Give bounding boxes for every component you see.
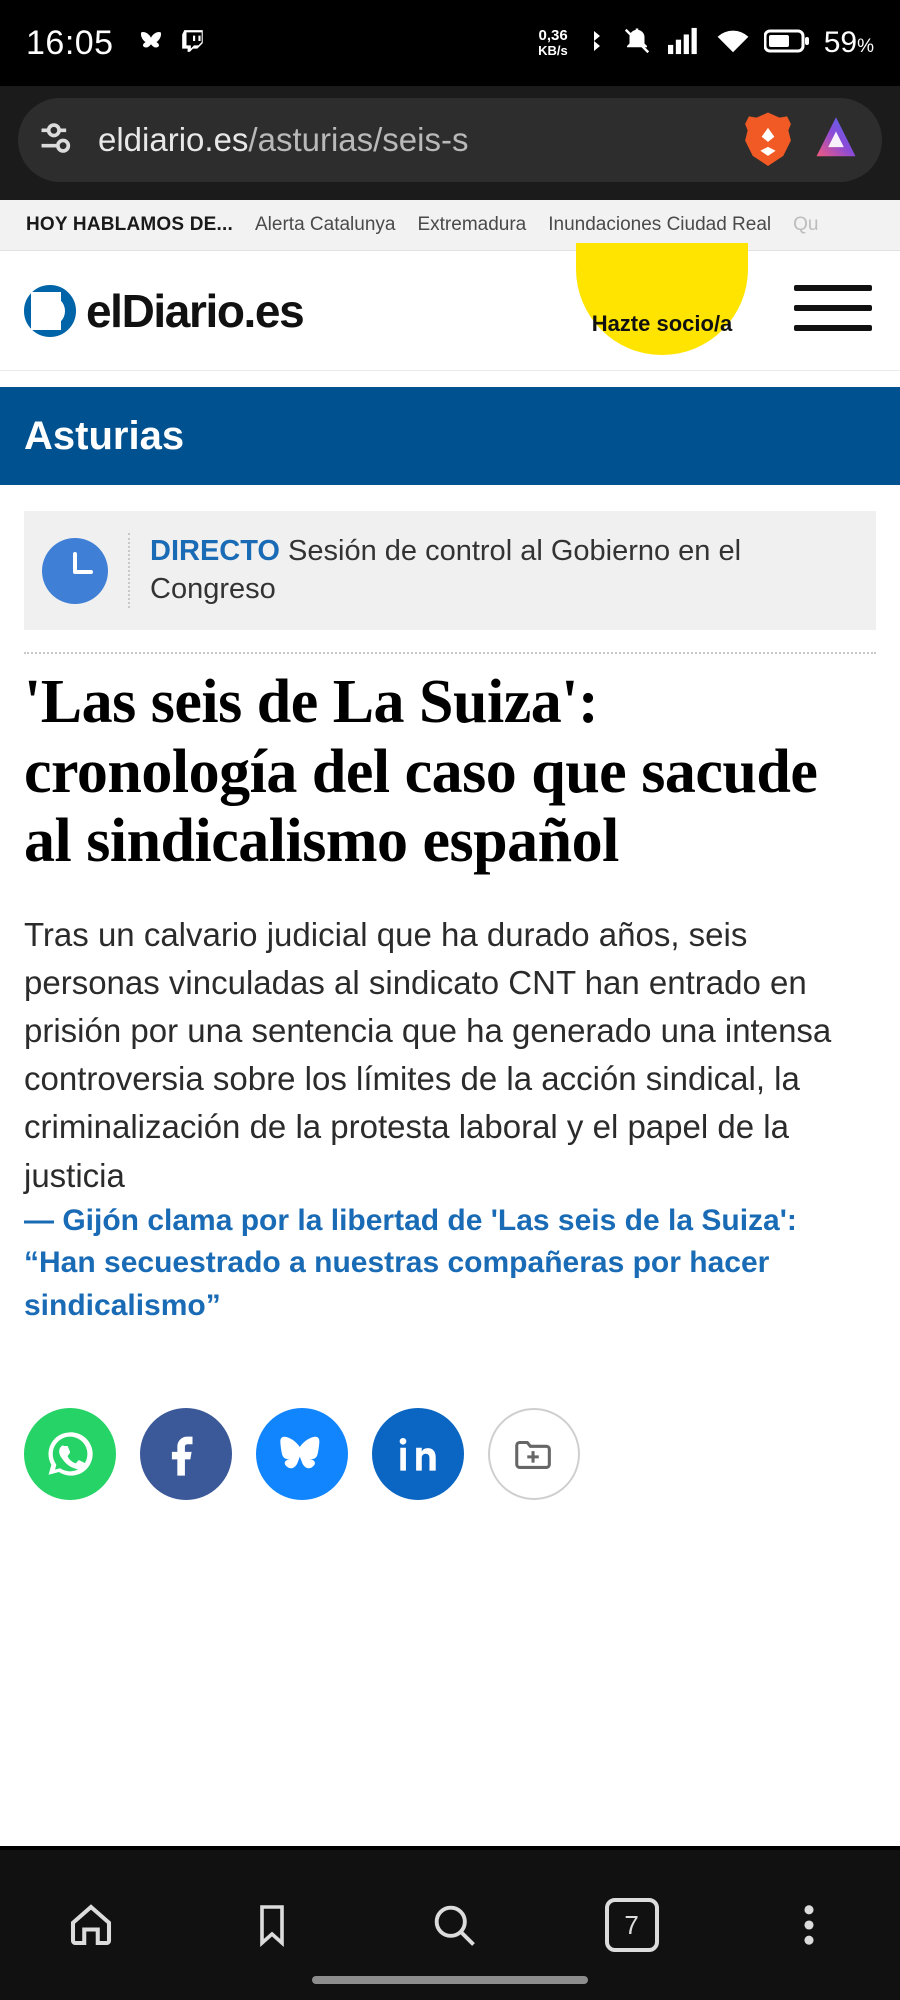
topics-label: HOY HABLAMOS DE... bbox=[26, 214, 233, 235]
live-banner[interactable] bbox=[24, 511, 876, 630]
tune-permissions-icon[interactable] bbox=[40, 121, 80, 160]
bookmark-icon[interactable] bbox=[241, 1894, 303, 1956]
topic-link-3[interactable]: Qu bbox=[793, 214, 819, 235]
whatsapp-share-button[interactable] bbox=[24, 1408, 116, 1500]
home-icon[interactable] bbox=[60, 1894, 122, 1956]
page-title: 'Las seis de La Suiza': cronología del caso que sacude al sindicalismo español bbox=[24, 668, 818, 876]
linkedin-share-button[interactable] bbox=[372, 1408, 464, 1500]
site-logo-text: elDiario.es bbox=[86, 284, 304, 337]
site-logo[interactable] bbox=[24, 284, 303, 338]
topic-link-1[interactable]: Extremadura bbox=[417, 214, 527, 235]
member-cta-label: Hazte socio/a bbox=[591, 311, 733, 336]
url-domain: eldiario.es bbox=[98, 121, 249, 158]
share-row bbox=[24, 1408, 876, 1500]
tab-count-label: 7 bbox=[624, 1909, 639, 1940]
section-bar[interactable] bbox=[0, 387, 900, 485]
live-banner-text bbox=[150, 533, 858, 608]
network-speed-unit: KB/s bbox=[538, 43, 568, 59]
url-text[interactable] bbox=[98, 121, 724, 159]
status-system-icons bbox=[538, 26, 874, 61]
wifi-icon bbox=[716, 27, 750, 60]
article-standfirst: Tras un calvario judicial que ha durado años, seis personas vinculadas al sindicato CNT han entrado en prisión por una sentencia que ha generado una intensa controversia sobre los límites de la acción sindical, la criminalización de la protesta laboral y el papel de la justicia bbox=[24, 915, 832, 1194]
bluesky-share-button[interactable] bbox=[256, 1408, 348, 1500]
divider bbox=[24, 652, 876, 654]
system-home-indicator[interactable] bbox=[312, 1976, 588, 1984]
live-headline: Sesión de control al Gobierno en el Congreso bbox=[150, 535, 742, 605]
section-title: Asturias bbox=[24, 413, 185, 458]
twitch-icon bbox=[180, 28, 206, 59]
status-bar bbox=[0, 0, 900, 86]
mute-vibrate-icon bbox=[620, 26, 654, 61]
network-speed-indicator bbox=[538, 28, 568, 57]
status-clock: 16:05 bbox=[26, 23, 114, 62]
battery-icon bbox=[764, 28, 810, 59]
tab-count-button[interactable] bbox=[605, 1898, 659, 1952]
clock-icon bbox=[42, 538, 108, 604]
topics-strip[interactable] bbox=[0, 200, 900, 251]
save-article-button[interactable] bbox=[488, 1408, 580, 1500]
status-notification-icons bbox=[136, 28, 206, 59]
topic-link-0[interactable]: Alerta Catalunya bbox=[255, 214, 396, 235]
member-cta-button[interactable] bbox=[576, 243, 748, 355]
live-badge: DIRECTO bbox=[150, 535, 280, 567]
related-article-link[interactable]: — Gijón clama por la libertad de 'Las seis de la Suiza': “Han secuestrado a nuestras compañeras por hacer sindicalismo” bbox=[24, 1203, 797, 1322]
address-bar[interactable] bbox=[18, 98, 882, 182]
hamburger-menu-icon[interactable] bbox=[794, 285, 872, 331]
triangle-extension-icon[interactable] bbox=[812, 112, 860, 169]
butterfly-icon bbox=[136, 28, 166, 59]
brave-lion-icon[interactable] bbox=[742, 110, 794, 171]
url-path: /asturias/seis-s bbox=[248, 121, 469, 158]
divider bbox=[128, 533, 130, 608]
bluetooth-icon bbox=[582, 26, 606, 61]
eldiario-logo-mark bbox=[24, 285, 76, 337]
topic-link-2[interactable]: Inundaciones Ciudad Real bbox=[548, 214, 772, 235]
browser-toolbar bbox=[0, 86, 900, 200]
more-vertical-icon[interactable] bbox=[778, 1894, 840, 1956]
page-content bbox=[0, 511, 900, 1500]
battery-percent: 59% bbox=[823, 26, 874, 59]
facebook-share-button[interactable] bbox=[140, 1408, 232, 1500]
network-speed-value: 0,36 bbox=[538, 27, 568, 45]
cellular-signal-icon bbox=[668, 27, 702, 60]
site-masthead bbox=[0, 251, 900, 371]
search-icon[interactable] bbox=[423, 1894, 485, 1956]
